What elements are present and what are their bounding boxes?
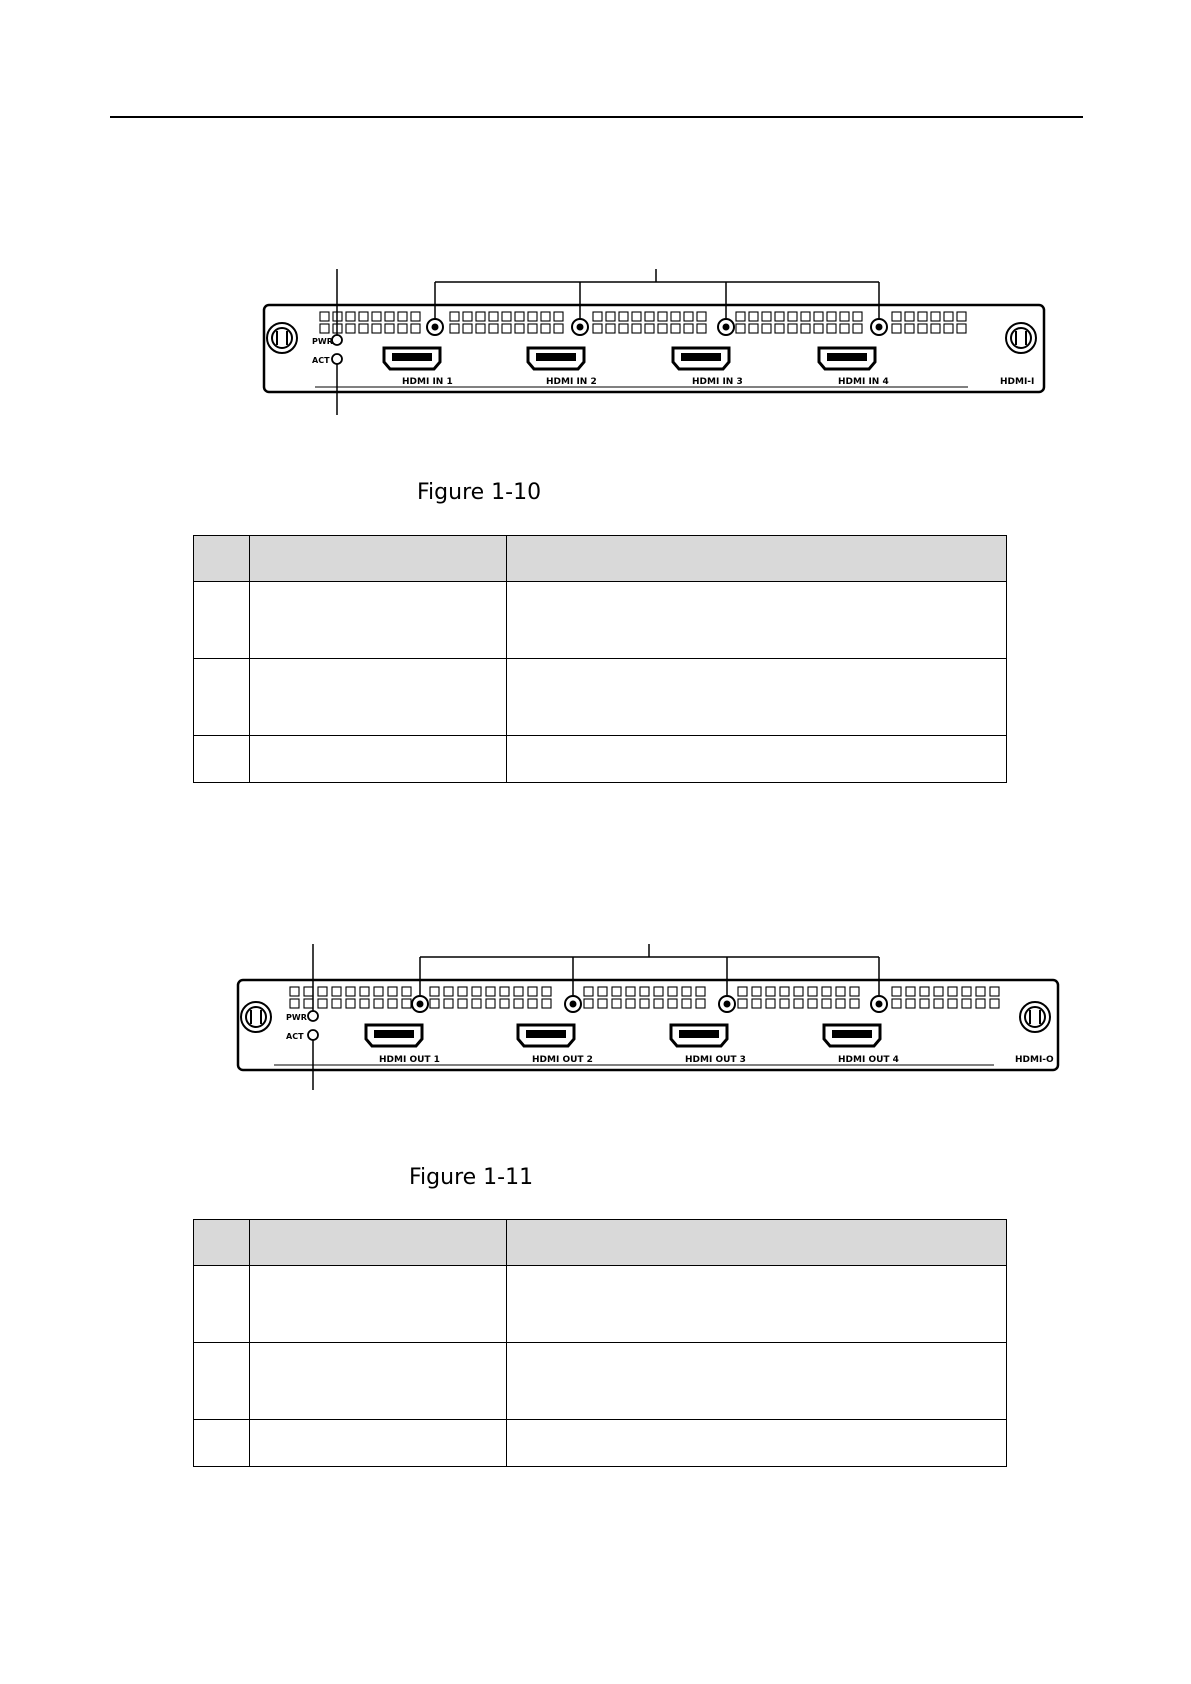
hdmi-output-card-drawing [234, 940, 1064, 1095]
table-cell [250, 536, 507, 582]
table-cell [507, 659, 1007, 736]
port-label: HDMI IN 2 [546, 377, 597, 387]
port-label: HDMI OUT 1 [379, 1055, 440, 1065]
card-label: HDMI-I [1000, 377, 1035, 387]
table-row [194, 1420, 1007, 1467]
port-label: HDMI IN 3 [692, 377, 743, 387]
table-cell [250, 582, 507, 659]
port-label: HDMI OUT 3 [685, 1055, 746, 1065]
pwr-led-label: PWR [312, 337, 333, 346]
table-cell [250, 1220, 507, 1266]
table-row [194, 1343, 1007, 1420]
table-cell [194, 659, 250, 736]
table-cell [250, 1420, 507, 1467]
figure-caption: Figure 1-10 [417, 480, 542, 505]
port-label: HDMI IN 4 [838, 377, 889, 387]
table-row [194, 736, 1007, 783]
table-cell [507, 1420, 1007, 1467]
table-cell [194, 736, 250, 783]
table-cell [194, 536, 250, 582]
table-row [194, 582, 1007, 659]
vent-grid [290, 987, 999, 1008]
act-led-label: ACT [286, 1032, 304, 1041]
table-cell [194, 1220, 250, 1266]
table-cell [507, 1266, 1007, 1343]
table-cell [194, 1343, 250, 1420]
table-cell [250, 659, 507, 736]
figure-caption: Figure 1-11 [409, 1165, 534, 1190]
port-label: HDMI IN 1 [402, 377, 453, 387]
hdmi-output-card-diagram [234, 940, 1064, 1095]
header-rule [110, 116, 1083, 118]
table-cell [194, 1266, 250, 1343]
port-label: HDMI OUT 2 [532, 1055, 593, 1065]
spec-table [193, 1219, 1007, 1467]
table-row [194, 659, 1007, 736]
table-row [194, 1266, 1007, 1343]
port-label: HDMI OUT 4 [838, 1055, 899, 1065]
spec-table [193, 535, 1007, 783]
pwr-led-label: PWR [286, 1013, 307, 1022]
table-cell [507, 582, 1007, 659]
table-cell [507, 536, 1007, 582]
table-cell [507, 1220, 1007, 1266]
table-cell [194, 1420, 250, 1467]
table-header-row [194, 1220, 1007, 1266]
hdmi-input-card-drawing [260, 265, 1050, 420]
table-cell [507, 736, 1007, 783]
vent-grid [320, 312, 966, 333]
table-cell [250, 1266, 507, 1343]
act-led-label: ACT [312, 356, 330, 365]
table-cell [194, 582, 250, 659]
card-label: HDMI-O [1015, 1055, 1054, 1065]
table-cell [250, 736, 507, 783]
table-cell [507, 1343, 1007, 1420]
table-cell [250, 1343, 507, 1420]
hdmi-input-card-diagram [260, 265, 1050, 420]
table-header-row [194, 536, 1007, 582]
